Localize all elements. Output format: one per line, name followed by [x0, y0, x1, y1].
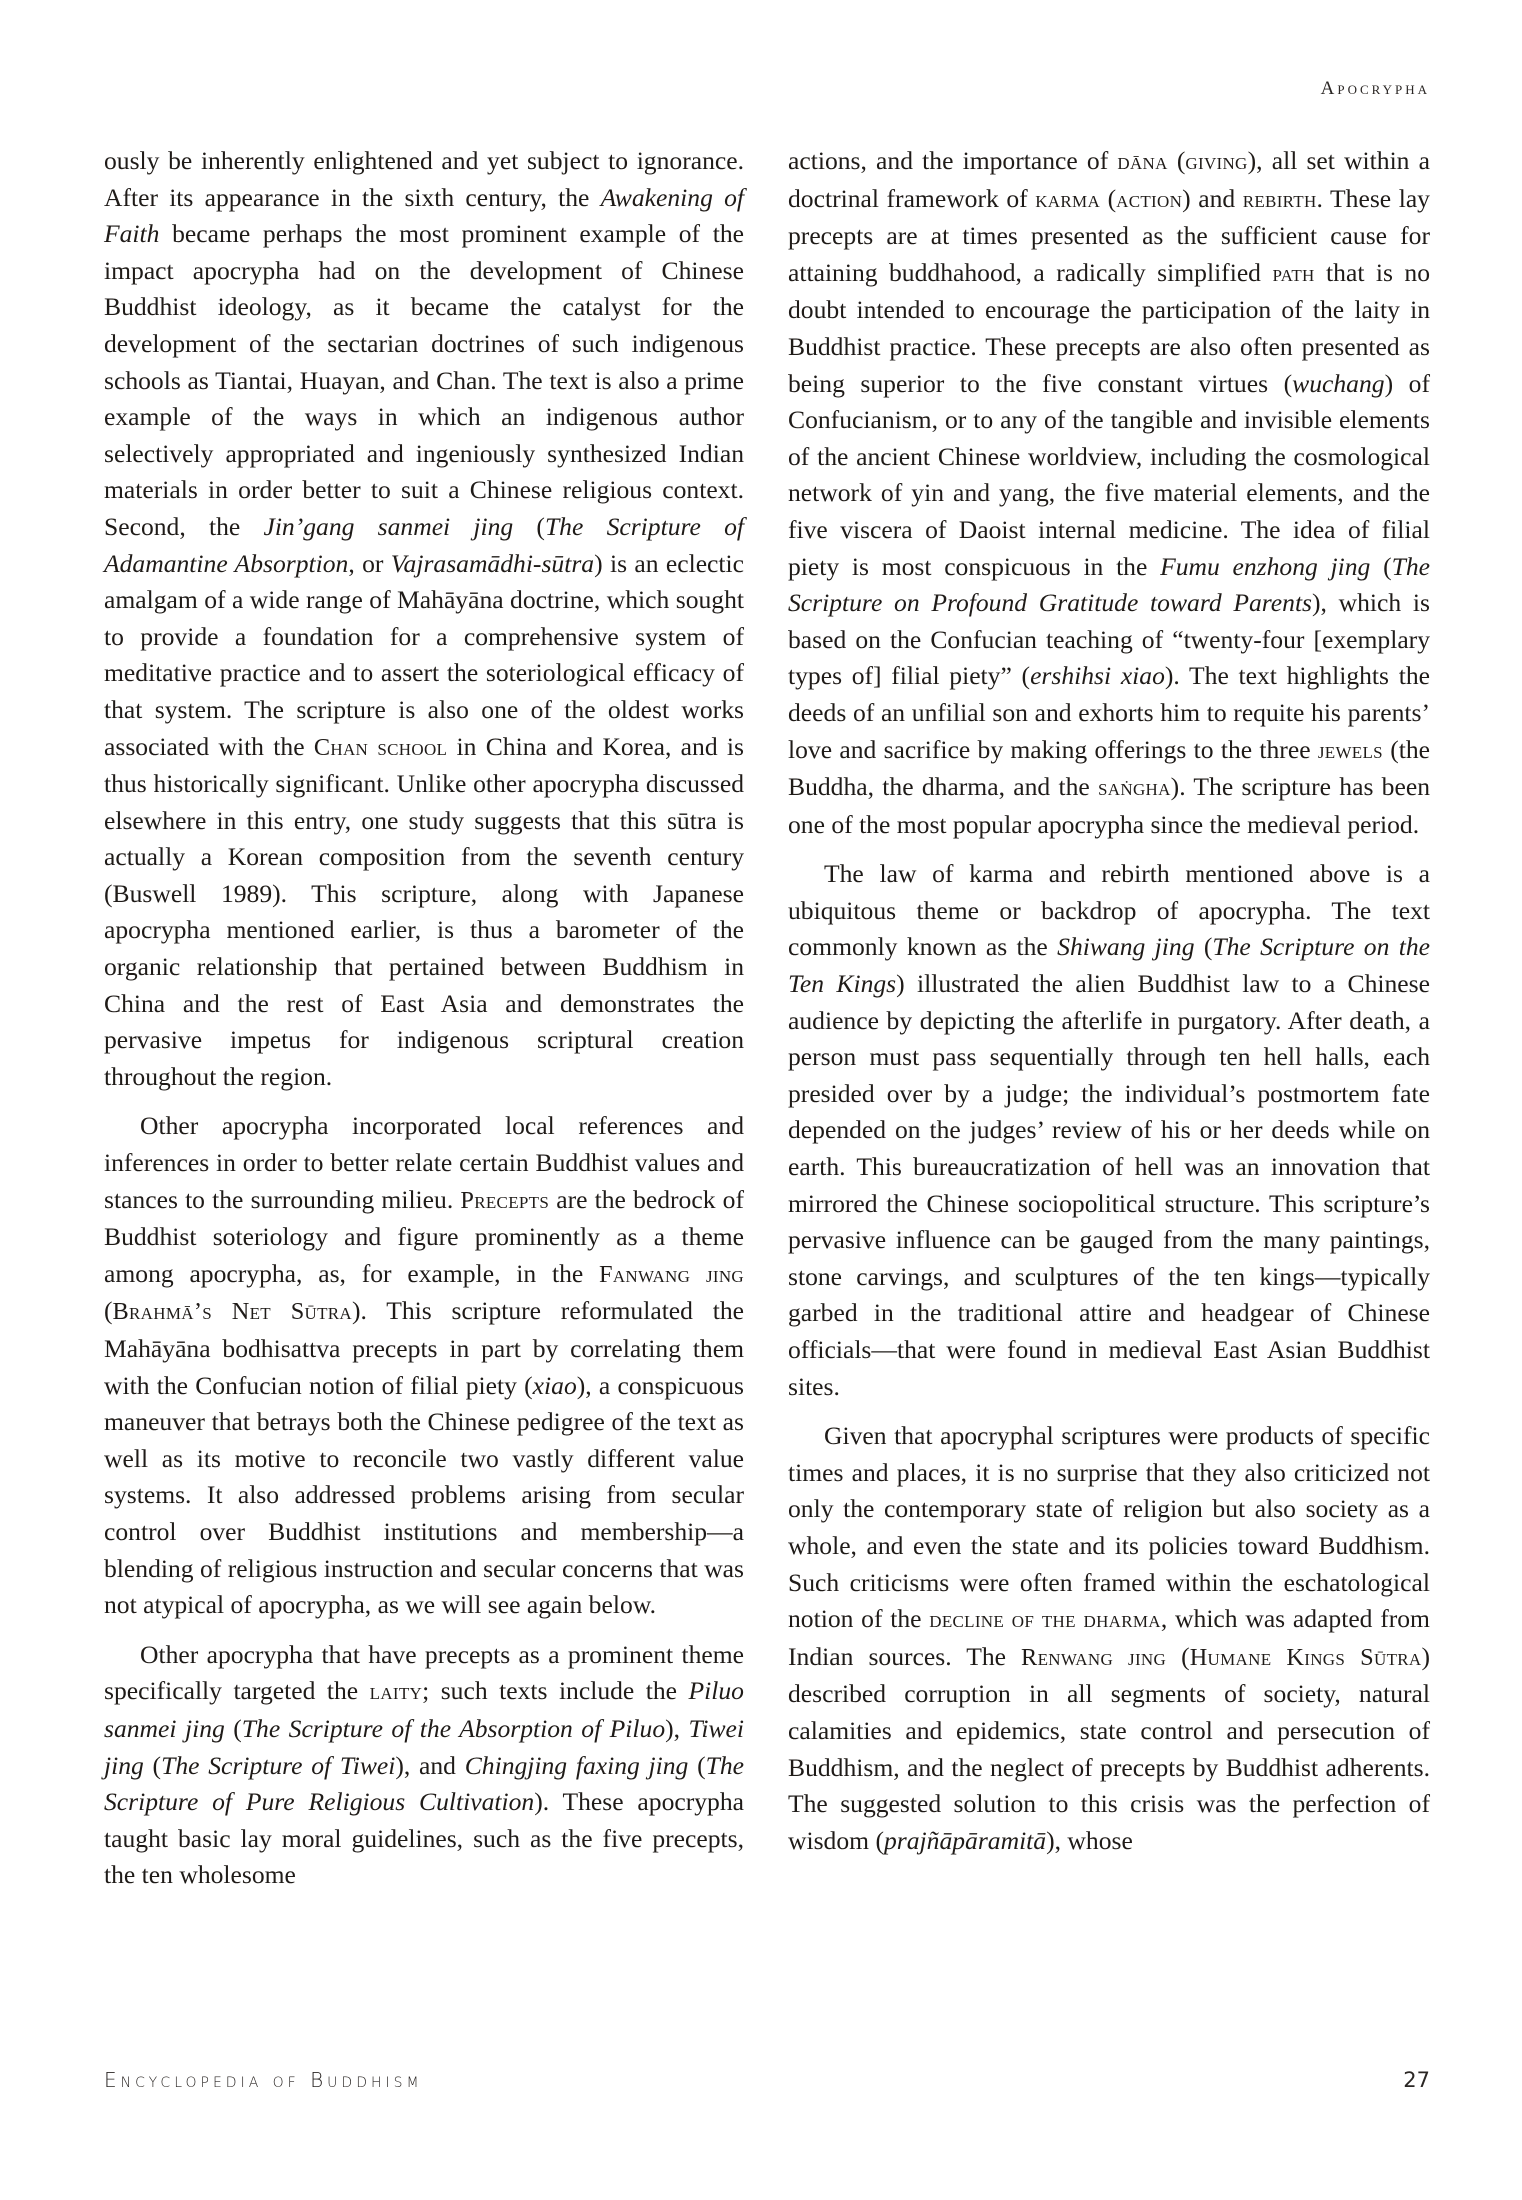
italic-title: The Scripture of Pure Religious Cultivation [104, 1750, 745, 1817]
text-run: ously be inherently enlightened and yet subject to ignorance. After its appearance in the sixth century, the [104, 146, 744, 212]
italic-title: wuchang [1292, 368, 1385, 398]
text-run: actions, and the importance of [788, 146, 1118, 175]
text-run: ), which is based on the Confucian teaching of “twenty-four [exemplary types of] filial piety” ( [788, 588, 1430, 691]
text-run: ) illustrated the alien Buddhist law to a Chinese audience by depicting the afterlife in purgatory. After death, a person must pass sequentially through ten hell halls, each presided over by a judge; the individual’s postmortem fate depended on the judges’ review of his or her deeds while on earth. This bureaucratization of hell was an innovation that mirrored the Chinese sociopolitical structure. This scripture’s pervasive influence can be gauged from the many paintings, stone carvings, and sculptures of the ten kings—typically garbed in the traditional attire and headgear of Chinese officials—that were found in medieval East Asian Buddhist sites. [788, 969, 1430, 1401]
cross-reference: Humane Kings Sūtra [1189, 1643, 1422, 1671]
italic-title: The Scripture on Profound Gratitude toward Parents [788, 551, 1430, 618]
italic-title: Shiwang jing [1057, 932, 1195, 962]
text-run: ) of Confucianism, or to any of the tangible and invisible elements of the ancient Chinese worldview, including the cosmological network of yin and yang, the five material elements, and the five viscera of Daoist internal medicine. The idea of filial piety is most conspicuous in the [788, 368, 1430, 581]
text-run: ), whose [1046, 1825, 1133, 1855]
text-run: ( [1167, 146, 1186, 175]
paragraph [104, 143, 744, 1095]
cross-reference: path [1272, 259, 1315, 287]
cross-reference: dāna [1117, 148, 1168, 175]
text-run: , or [348, 548, 391, 578]
italic-title: The Scripture of the Absorption of Piluo [241, 1713, 666, 1743]
cross-reference: Precepts [460, 1186, 550, 1214]
text-run: The law of karma and rebirth mentioned above is a ubiquitous theme or backdrop of apocrypha. The text commonly known as the [788, 859, 1430, 962]
italic-title: The Scripture on the Ten Kings [788, 932, 1431, 999]
cross-reference: Renwang jing [1021, 1643, 1167, 1671]
cross-reference: jewels [1317, 736, 1383, 764]
text-run: ( [224, 1713, 242, 1743]
italic-title: Tiwei jing [104, 1713, 744, 1780]
text-run: are the bedrock of Buddhist soteriology and figure prominently as a theme among apocrypha, as, for example, in the [104, 1184, 744, 1288]
italic-title: Vajrasamādhi-sūtra [390, 548, 595, 578]
paragraph [788, 1418, 1430, 1859]
text-run: (the Buddha, the dharma, and the [788, 734, 1430, 802]
cross-reference: saṅgha [1098, 774, 1171, 802]
text-run: ( [1370, 551, 1392, 581]
italic-title: Piluo sanmei jing [104, 1676, 744, 1743]
text-run: ) is an eclectic amalgam of a wide range of Mahāyāna doctrine, which sought to provide a foundation for a comprehensive system of meditative practice and to assert the soteriological efficacy of that system. The scripture is also one of the oldest works associated with the [104, 548, 744, 761]
italic-title: Jin’gang sanmei jing [263, 511, 514, 541]
cross-reference: giving [1185, 148, 1248, 175]
cross-reference: Chan school [313, 733, 448, 761]
italic-title: prajñāpāramitā [883, 1825, 1047, 1855]
italic-title: Awakening of Faith [104, 182, 744, 249]
text-run: ( [1100, 183, 1117, 213]
text-run: ( [688, 1750, 706, 1780]
cross-reference: action [1116, 185, 1183, 213]
italic-title: Chingjing faxing jing [464, 1750, 689, 1780]
cross-reference: Fanwang jing [599, 1260, 745, 1288]
text-run: ; such texts include the [422, 1676, 689, 1706]
text-run: ) described corruption in all segments of society, natural calamities and epidemics, state control and persecution of Buddhism, and the neglect of precepts by Buddhist adherents. The suggested solution to this crisis was the perfection of wisdom ( [788, 1641, 1431, 1855]
right-column [788, 143, 1430, 1872]
footer-book-title: Encyclopedia of Buddhism [104, 2068, 423, 2092]
paragraph [104, 1108, 744, 1623]
text-run: ) and [1182, 183, 1243, 213]
text-run: ). The text highlights the deeds of an unfilial son and exhorts him to requite his parents’ love and sacrifice by making offerings to the three [788, 661, 1430, 764]
text-run: ), [665, 1713, 689, 1743]
text-run: , which was adapted from Indian sources. The [788, 1604, 1430, 1671]
text-run: Other apocrypha incorporated local references and inferences in order to better relate certain Buddhist values and stances to the surrounding milieu. [104, 1111, 744, 1214]
italic-title: The Scripture of Tiwei [161, 1750, 396, 1780]
text-run: became perhaps the most prominent example of the impact apocrypha had on the development of Chinese Buddhist ideology, as it became the catalyst for the development of the sectarian doctrines of such indigenous schools as Tiantai, Huayan, and Chan. The text is also a prime example of the ways in which an indigenous author selectively appropriated and ingeniously synthesized Indian materials in order better to suit a Chinese religious context. Second, the [104, 219, 744, 541]
paragraph [788, 856, 1430, 1405]
page-footer [104, 2068, 1430, 2092]
text-run: Given that apocryphal scriptures were products of specific times and places, it is no surprise that they also criticized not only the contemporary state of religion but also society as a whole, and even the state and its policies toward Buddhism. Such criticisms were often framed within the eschatological notion of the [788, 1421, 1430, 1634]
italic-title: Fumu enzhong jing [1160, 551, 1371, 581]
cross-reference: decline of the dharma [929, 1606, 1161, 1634]
text-run: Other apocrypha that have precepts as a prominent theme specifically targeted the [104, 1639, 744, 1706]
text-run: ). These apocrypha taught basic lay moral guidelines, such as the five precepts, the ten wholesome [104, 1787, 745, 1890]
text-run: ( [1166, 1641, 1190, 1671]
text-run: ( [143, 1750, 162, 1780]
text-run: in China and Korea, and is thus historically significant. Unlike other apocrypha discussed elsewhere in this entry, one study suggests that this sūtra is actually a Korean composition from the seventh century (Buswell 1989). This scripture, along with Japanese apocrypha mentioned earlier, is thus a barometer of the organic relationship that pertained between Buddhism in China and the rest of East Asia and demonstrates the pervasive impetus for indigenous scriptural creation throughout the region. [104, 731, 744, 1091]
text-run: ( [104, 1296, 113, 1326]
running-head: Apocrypha [1320, 78, 1430, 99]
text-run: . These lay precepts are at times presented as the sufficient cause for attaining buddhahood, a radically simplified [788, 183, 1430, 287]
left-column [104, 143, 744, 1907]
italic-title: The Scripture of Adamantine Absorption [104, 511, 744, 578]
text-run: ). The scripture has been one of the most popular apocrypha since the medieval period. [788, 772, 1430, 839]
text-run: ( [513, 511, 545, 541]
text-run: ), all set within a doctrinal framework of [788, 146, 1431, 213]
text-run: that is no doubt intended to encourage the participation of the laity in Buddhist practice. These precepts are also often presented as being superior to the five constant virtues ( [788, 257, 1430, 398]
cross-reference: rebirth [1242, 185, 1317, 213]
cross-reference: Brahmā’s Net Sūtra [112, 1298, 352, 1326]
text-run: ). This scripture reformulated the Mahāyāna bodhisattva precepts in part by correlating them with the Confucian notion of filial piety ( [104, 1296, 744, 1400]
italic-title: ershihsi xiao [1030, 661, 1165, 691]
paragraph [104, 1637, 744, 1894]
italic-title: xiao [532, 1370, 577, 1400]
cross-reference: laity [369, 1678, 423, 1706]
text-run: ( [1194, 932, 1213, 962]
page-number: 27 [1403, 2068, 1430, 2092]
cross-reference: karma [1035, 185, 1101, 213]
paragraph [788, 143, 1430, 843]
text-run: ), and [395, 1750, 465, 1780]
text-run: ), a conspicuous maneuver that betrays both the Chinese pedigree of the text as well as its motive to reconcile two vastly different value systems. It also addressed problems arising from secular control over Buddhist institutions and membership—a blending of religious instruction and secular concerns that was not atypical of apocrypha, as we will see again below. [104, 1370, 744, 1620]
